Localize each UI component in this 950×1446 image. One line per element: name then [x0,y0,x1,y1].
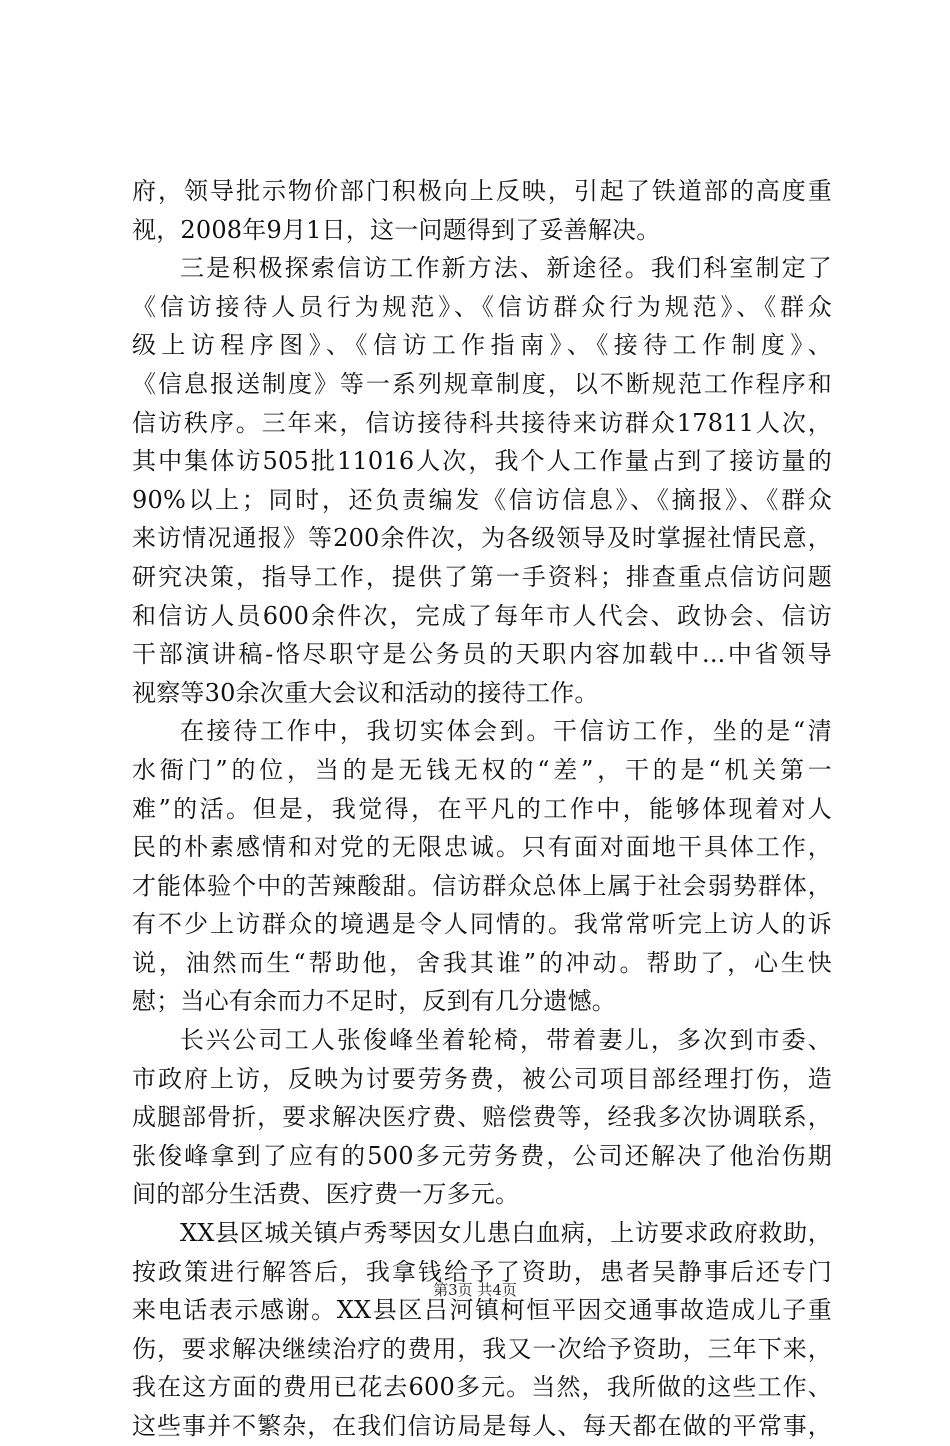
text-line: 民的朴素感情和对党的无限忠诚。只有面对面地干具体工作， [132,833,832,862]
paragraph-start-line: 长兴公司工人张俊峰坐着轮椅，带着妻儿，多次到市委、 [180,1026,832,1055]
page-number-footer: 第3页 共4页 [433,1281,517,1299]
text-line: 信访秩序。三年来，信访接待科共接待来访群众17811人次， [132,408,832,437]
text-line: 有不少上访群众的境遇是令人同情的。我常常听完上访人的诉 [132,910,832,939]
paragraph-start-line: 三是积极探索信访工作新方法、新途径。我们科室制定了 [180,254,832,283]
text-line: 《信访接待人员行为规范》、《信访群众行为规范》、《群众 [132,292,832,321]
text-line: 《信息报送制度》等一系列规章制度，以不断规范工作程序和 [132,369,832,398]
text-line: 来电话表示感谢。XX县区吕河镇柯恒平因交通事故造成儿子重 [132,1296,832,1325]
text-line: 来访情况通报》等200余件次，为各级领导及时掌握社情民意， [132,524,832,553]
text-line: 和信访人员600余件次，完成了每年市人代会、政协会、信访 [132,601,832,630]
text-line: 府，领导批示物价部门积极向上反映，引起了铁道部的高度重 [132,177,832,205]
text-line: 间的部分生活费、医疗费一万多元。 [132,1180,520,1209]
text-line: 水衙门”的位，当的是无钱无权的“差”，干的是“机关第一 [132,755,832,784]
paragraph-start-line: XX县区城关镇卢秀琴因女儿患白血病，上访要求政府救助， [180,1219,832,1248]
text-line: 视，2008年9月1日，这一问题得到了妥善解决。 [132,215,661,244]
text-line: 伤，要求解决继续治疗的费用，我又一次给予资助，三年下来， [132,1334,832,1363]
paragraph-start-line: 在接待工作中，我切实体会到。干信访工作，坐的是“清 [180,717,832,746]
text-line: 按政策进行解答后，我拿钱给予了资助，患者吴静事后还专门 [132,1257,832,1286]
text-line: 级上访程序图》、《信访工作指南》、《接待工作制度》、 [132,331,832,360]
text-line: 视察等30余次重大会议和活动的接待工作。 [132,678,599,707]
text-line: 市政府上访，反映为讨要劳务费，被公司项目部经理打伤，造 [132,1064,832,1093]
text-line: 90%以上；同时，还负责编发《信访信息》、《摘报》、《群众 [132,485,832,514]
document-body [132,172,832,1446]
text-line: 难”的活。但是，我觉得，在平凡的工作中，能够体现着对人 [132,794,832,823]
text-line: 我在这方面的费用已花去600多元。当然，我所做的这些工作、 [132,1373,832,1402]
text-line: 张俊峰拿到了应有的500多元劳务费，公司还解决了他治伤期 [132,1141,832,1170]
text-line: 成腿部骨折，要求解决医疗费、赔偿费等，经我多次协调联系， [132,1103,832,1132]
text-line: 这些事并不繁杂，在我们信访局是每人、每天都在做的平常事， [132,1412,832,1440]
text-line: 才能体验个中的苦辣酸甜。信访群众总体上属于社会弱势群体， [132,871,832,900]
text-line: 研究决策，指导工作，提供了第一手资料；排查重点信访问题 [132,562,832,591]
text-line: 说，油然而生“帮助他，舍我其谁”的冲动。帮助了，心生快 [132,948,832,977]
text-line: 慰；当心有余而力不足时，反到有几分遗憾。 [132,987,616,1016]
text-line: 其中集体访505批11016人次，我个人工作量占到了接访量的 [132,447,832,476]
text-line: 干部演讲稿-恪尽职守是公务员的天职内容加载中...中省领导 [132,640,832,669]
